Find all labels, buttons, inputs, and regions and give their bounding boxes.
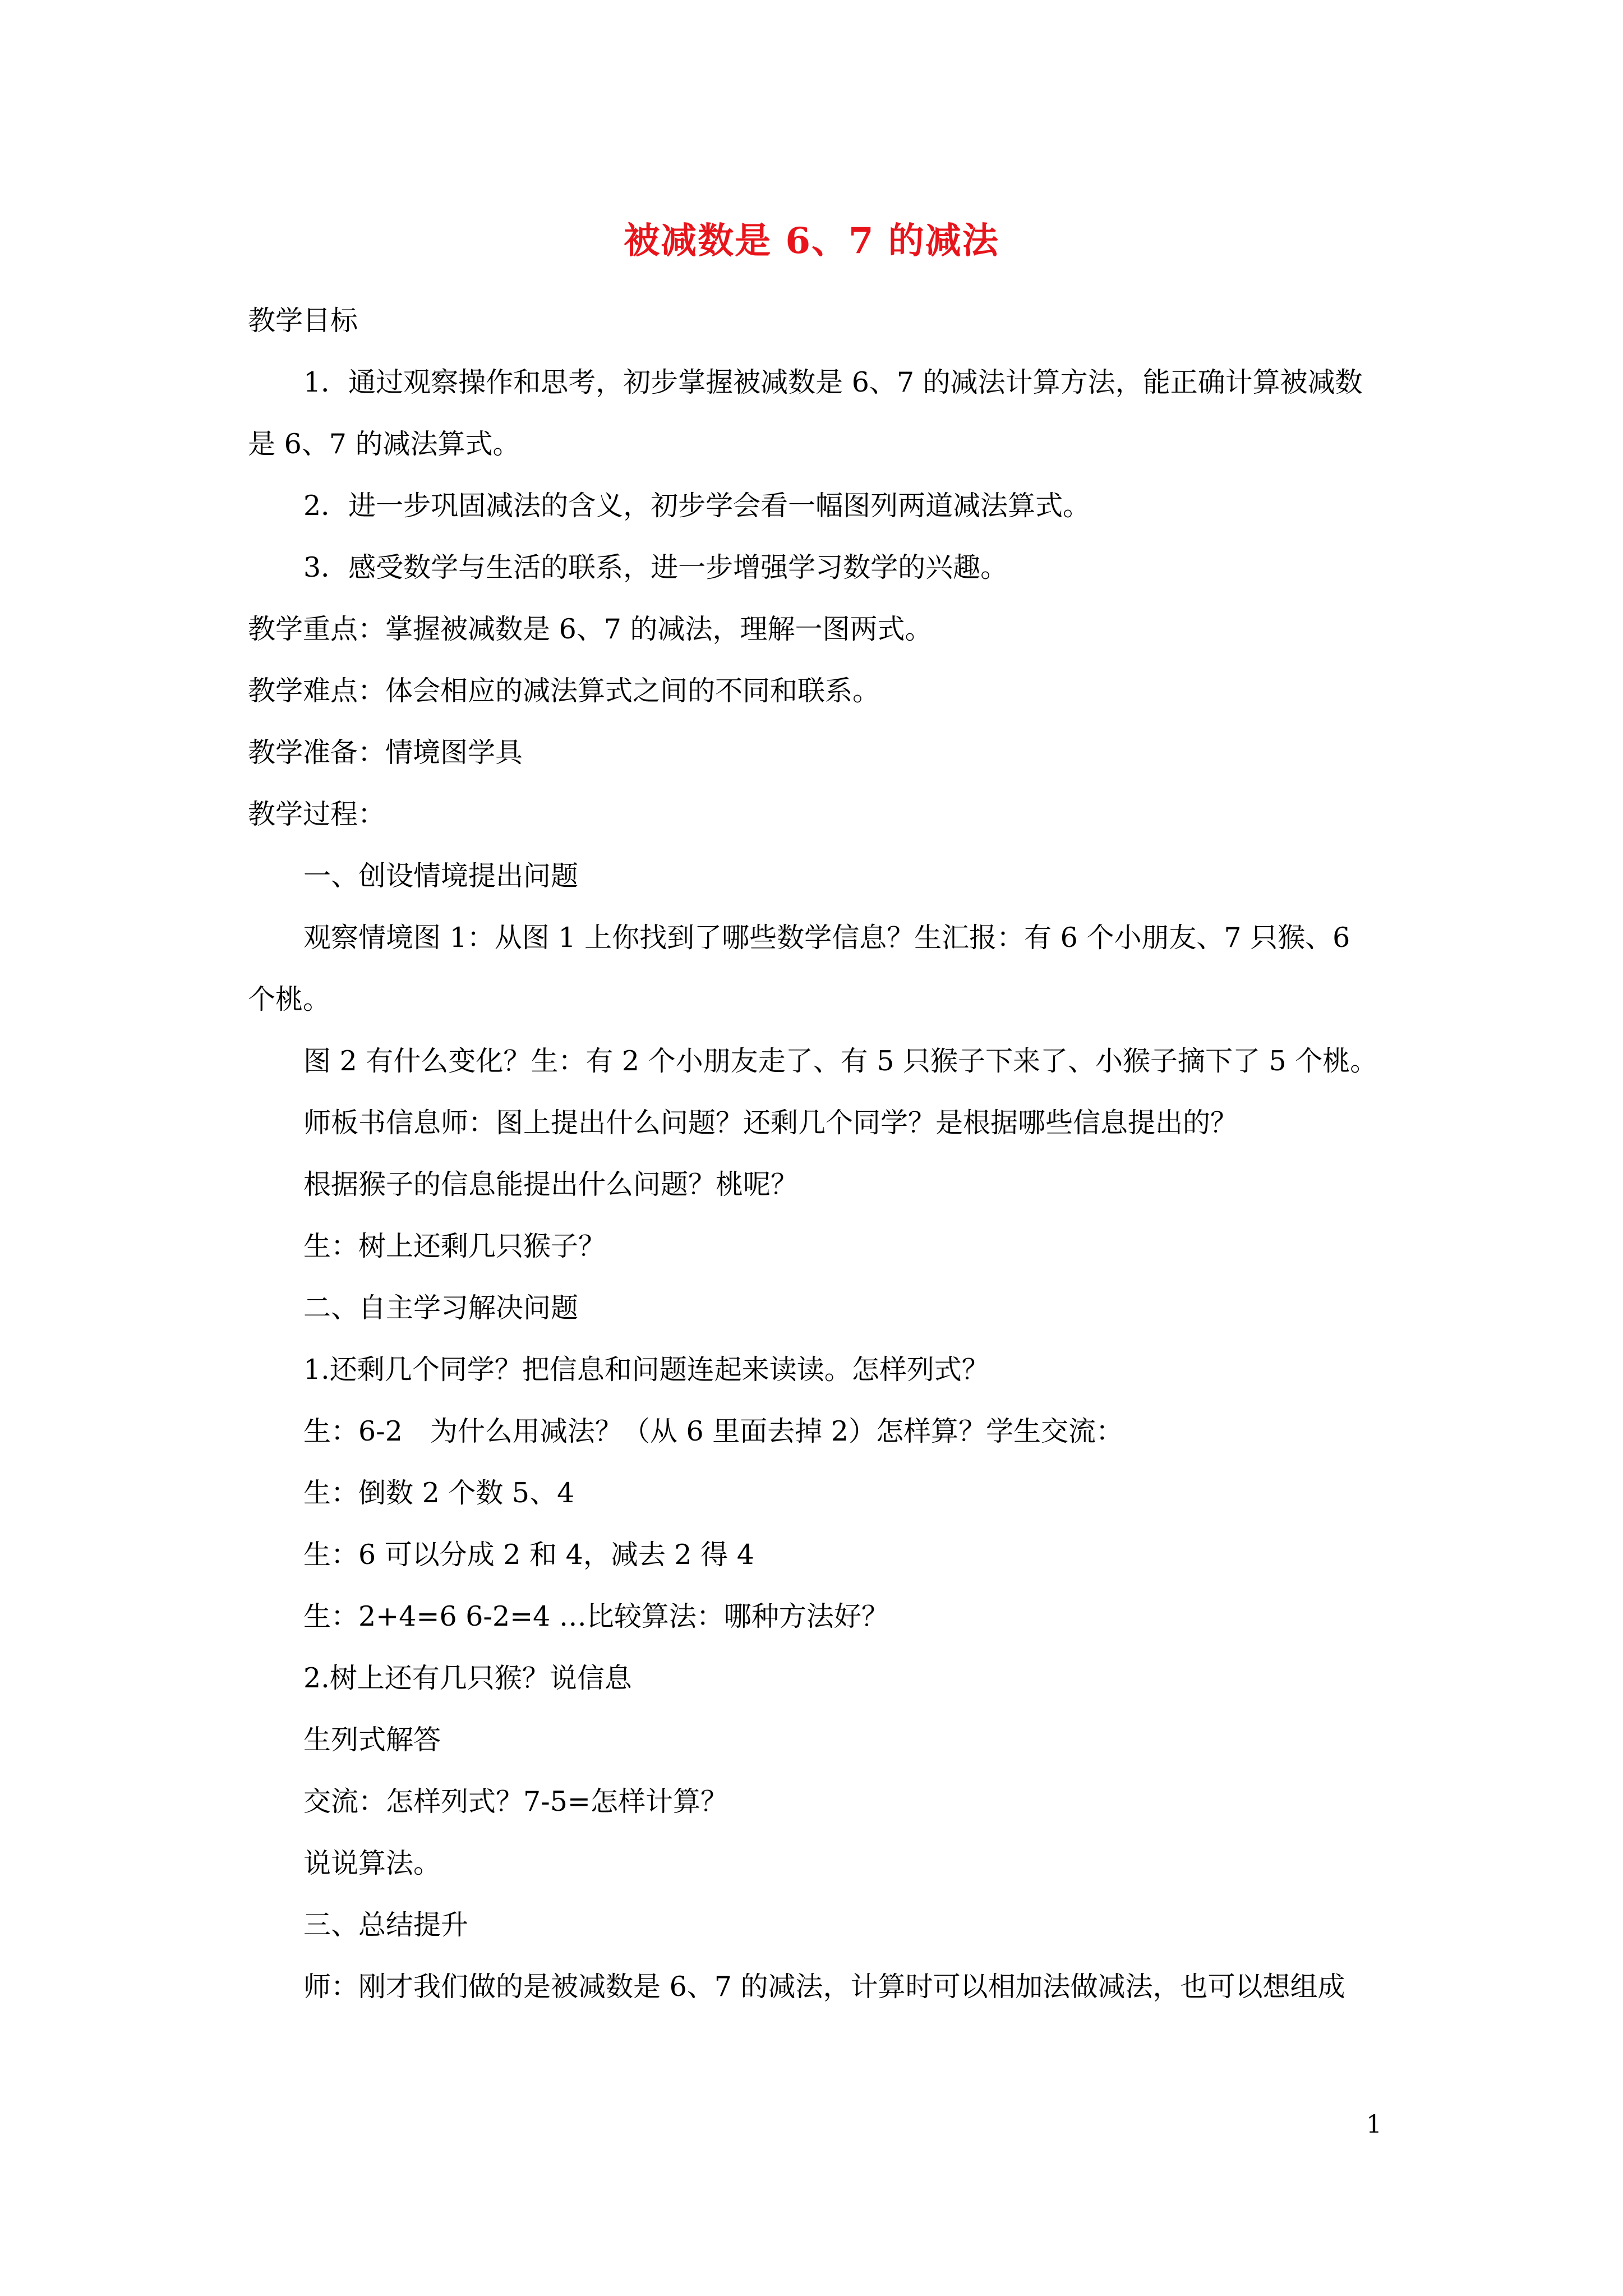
body-line: 三、总结提升: [303, 1909, 469, 1941]
body-line: 2．进一步巩固减法的含义，初步学会看一幅图列两道减法算式。: [303, 490, 1091, 522]
body-line: 生：倒数 2 个数 5、4: [303, 1477, 575, 1509]
body-line: 个桃。: [248, 983, 331, 1015]
body-line: 教学难点：体会相应的减法算式之间的不同和联系。: [248, 675, 880, 707]
body-line: 教学准备：情境图学具: [248, 737, 523, 769]
body-line: 3．感受数学与生活的联系，进一步增强学习数学的兴趣。: [303, 551, 1008, 583]
body-line: 是 6、7 的减法算式。: [248, 428, 520, 460]
body-line: 1.还剩几个同学？把信息和问题连起来读读。怎样列式？: [303, 1354, 989, 1386]
body-line: 根据猴子的信息能提出什么问题？桃呢？: [303, 1168, 799, 1200]
body-line: 生：6 可以分成 2 和 4，减去 2 得 4: [303, 1539, 754, 1571]
page-number: 1: [1366, 2110, 1382, 2139]
body-line: 生列式解答: [303, 1724, 441, 1756]
body-line: 二、自主学习解决问题: [303, 1292, 579, 1324]
body-line: 图 2 有什么变化？生：有 2 个小朋友走了、有 5 只猴子下来了、小猴子摘下了 5 个桃。: [303, 1045, 1378, 1077]
body-line: 交流：怎样列式？7-5=怎样计算？: [303, 1786, 728, 1818]
body-line: 生：2+4=6 6-2=4 …比较算法：哪种方法好？: [303, 1600, 889, 1632]
body-line: 生：6-2 为什么用减法？（从 6 里面去掉 2）怎样算？学生交流：: [303, 1415, 1123, 1447]
document-title: 被减数是 6、7 的减法: [624, 220, 999, 262]
body-line: 说说算法。: [303, 1847, 441, 1879]
body-line: 一、创设情境提出问题: [303, 860, 579, 892]
body-line: 教学重点：掌握被减数是 6、7 的减法，理解一图两式。: [248, 613, 933, 645]
body-line: 2.树上还有几只猴？说信息: [303, 1662, 632, 1694]
body-line: 1．通过观察操作和思考，初步掌握被减数是 6、7 的减法计算方法，能正确计算被减数: [303, 366, 1363, 398]
body-line: 观察情境图 1：从图 1 上你找到了哪些数学信息？生汇报：有 6 个小朋友、7 只猴、6: [303, 922, 1350, 954]
body-line: 生：树上还剩几只猴子？: [303, 1230, 606, 1262]
body-line: 师板书信息师：图上提出什么问题？还剩几个同学？是根据哪些信息提出的？: [303, 1107, 1238, 1139]
body-line: 教学过程：: [248, 798, 386, 830]
body-line: 师：刚才我们做的是被减数是 6、7 的减法，计算时可以相加法做减法，也可以想组成: [303, 1971, 1345, 2003]
body-line: 教学目标: [248, 305, 358, 337]
